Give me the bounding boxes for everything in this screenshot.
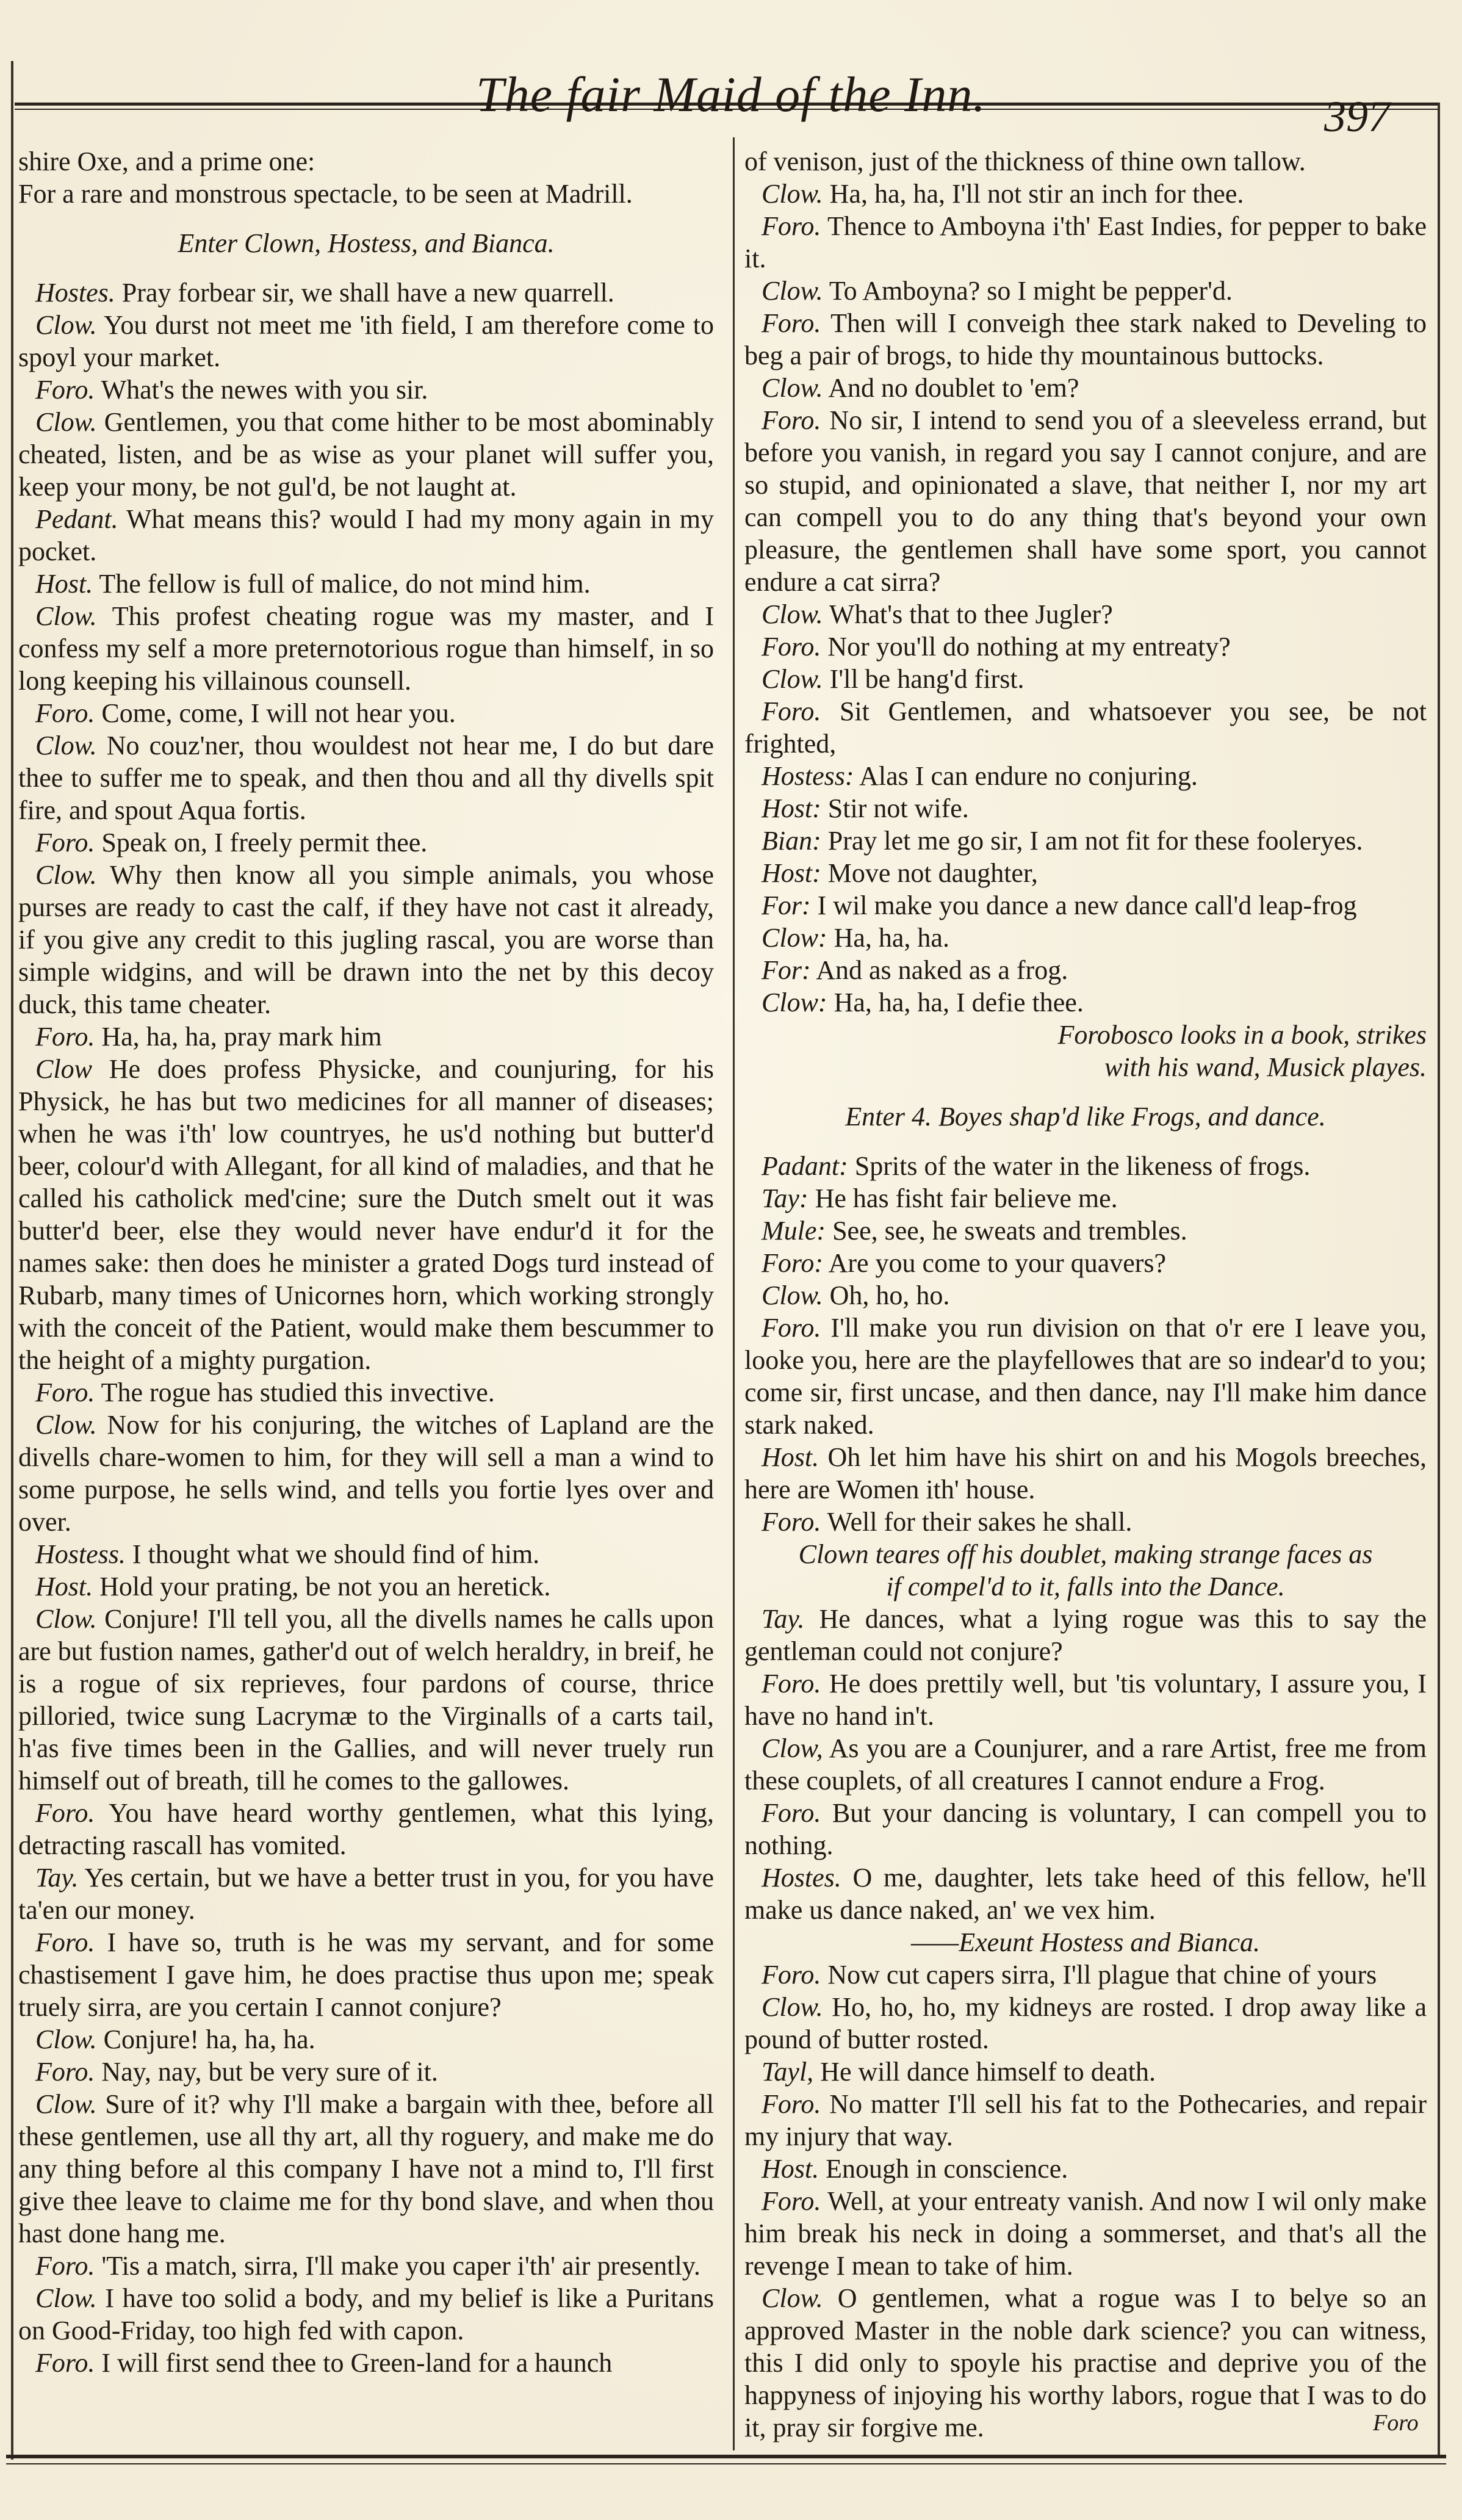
speech xyxy=(18,697,714,729)
speaker-name: Foro. xyxy=(35,1022,95,1052)
speech xyxy=(744,889,1427,922)
speaker-name: Foro. xyxy=(762,1669,821,1699)
speaker-name: Bian: xyxy=(762,826,821,856)
speaker-name: Foro. xyxy=(762,1507,821,1537)
speech-text: Alas I can endure no conjuring. xyxy=(854,761,1198,791)
speech xyxy=(744,307,1427,372)
speaker-name: Clow, xyxy=(762,1733,823,1763)
speech-text: You have heard worthy gentlemen, what this lying, detracting rascall has vomited. xyxy=(18,1798,714,1860)
speech xyxy=(744,792,1427,825)
speech-text: Sprits of the water in the likeness of frogs. xyxy=(848,1151,1311,1181)
verse-line: shire Oxe, and a prime one: xyxy=(18,146,315,176)
speech xyxy=(18,2250,714,2282)
speech-text: Stir not wife. xyxy=(821,793,969,823)
speech-text: Why then know all you simple animals, you whose purses are ready to cast the calf, if they have not cast it already, if you give any credit to this jugling rascal, you are worse than simple widgins, and will be drawn into the net by this decoy duck, this tame cheater. xyxy=(18,860,714,1019)
speech xyxy=(744,695,1427,760)
speech xyxy=(744,2088,1427,2153)
speech xyxy=(744,2056,1427,2088)
speech-text: The fellow is full of malice, do not mind him. xyxy=(93,569,591,599)
speech-text: Are you come to your quavers? xyxy=(823,1248,1167,1278)
speaker-name: Foro. xyxy=(35,698,95,728)
speech xyxy=(744,1247,1427,1279)
speech xyxy=(18,374,714,406)
speech-text: I thought what we should find of him. xyxy=(125,1539,540,1569)
speech xyxy=(18,1861,714,1926)
speech xyxy=(18,1053,714,1376)
speaker-name: Foro. xyxy=(35,1377,95,1407)
speech-text: See, see, he sweats and trembles. xyxy=(826,1216,1187,1246)
speaker-name: Foro. xyxy=(762,632,821,662)
speech xyxy=(18,568,714,600)
speech-text: I'll be hang'd first. xyxy=(823,664,1024,694)
speech-text: He does profess Physicke, and counjuring, for his Physick, he has but two medicines for all manner of diseases; when he was i'th' low countryes, he us'd nothing but butter'd beer, colour'd with Allegant, for all kind of maladies, and that he called his catholick med'cine; sure the Dutch smelt out it was butter'd beer, else they would never have endur'd it for the names sake: then does he minister a grated Dogs turd instead of Rubarb, many times of Unicornes horn, which working strongly with the conceit of the Patient, would make them bescummer to the height of a mighty purgation. xyxy=(18,1054,714,1375)
speech-text: To Amboyna? so I might be pepper'd. xyxy=(823,276,1233,306)
speaker-name: Tayl, xyxy=(762,2057,814,2087)
speech-text: Speak on, I freely permit thee. xyxy=(95,828,428,857)
speech-text: Ha, ha, ha, pray mark him xyxy=(95,1022,382,1052)
speaker-name: Foro. xyxy=(762,1313,821,1343)
speech xyxy=(744,986,1427,1019)
speaker-name: Clow. xyxy=(35,407,97,437)
speech-text: But your dancing is voluntary, I can compell you to nothing. xyxy=(744,1798,1427,1860)
speaker-name: Hostes. xyxy=(35,278,115,308)
speech xyxy=(744,2185,1427,2282)
speech-text: Well for their sakes he shall. xyxy=(821,1507,1133,1537)
speech xyxy=(744,1732,1427,1797)
speech xyxy=(744,598,1427,630)
speaker-name: Foro. xyxy=(35,828,95,857)
speech xyxy=(744,1279,1427,1312)
speech-text: Sit Gentlemen, and whatsoever you see, be not frighted, xyxy=(744,696,1427,759)
speech-text: Oh let him have his shirt on and his Mogols breeches, here are Women ith' house. xyxy=(744,1442,1427,1504)
speech xyxy=(18,309,714,374)
speaker-name: Hostess. xyxy=(35,1539,126,1569)
speech-text: Then will I conveigh thee stark naked to Develing to beg a pair of brogs, to hide thy mountainous buttocks. xyxy=(744,308,1427,370)
speaker-name: Foro. xyxy=(762,1798,821,1828)
speech-text: No sir, I intend to send you of a sleeveless errand, but before you vanish, in regard you say I cannot conjure, and are so stupid, and opinionated a slave, that neither I, nor my art can compell you to do any thing that's beyond your own pleasure, the gentlemen shall have some sport, you cannot endure a cat sirra? xyxy=(744,405,1427,597)
speech xyxy=(18,2023,714,2056)
speech xyxy=(744,1991,1427,2056)
speech-text: Ho, ho, ho, my kidneys are rosted. I drop away like a pound of butter rosted. xyxy=(744,1992,1427,2054)
speech xyxy=(744,1312,1427,1441)
speech xyxy=(744,210,1427,275)
speech xyxy=(18,503,714,568)
speaker-name: Clow. xyxy=(35,601,97,631)
speech xyxy=(744,760,1427,792)
speaker-name: Foro: xyxy=(762,1248,824,1278)
speech xyxy=(18,2088,714,2250)
stage-direction: Clown teares off his doublet, making strange faces as xyxy=(798,1539,1373,1569)
speech-text: Ha, ha, ha, I'll not stir an inch for thee. xyxy=(823,179,1244,209)
speech xyxy=(744,372,1427,404)
speech-text: Sure of it? why I'll make a bargain with thee, before all these gentlemen, use all thy art, all thy roguery, and make me do any thing before al this company I have not a mind to, I'll first give thee leave to claime me for thy bond slave, and when thou hast done hang me. xyxy=(18,2089,714,2248)
speaker-name: Clow: xyxy=(762,923,827,953)
verse-line: For a rare and monstrous spectacle, to be seen at Madrill. xyxy=(18,179,633,209)
speech xyxy=(18,600,714,697)
speaker-name: Clow. xyxy=(762,664,823,694)
speech xyxy=(18,2347,714,2379)
speech-text: Oh, ho, ho. xyxy=(823,1280,950,1310)
page-rule-right xyxy=(1438,103,1440,2458)
speaker-name: Clow. xyxy=(35,2089,97,2119)
speech-text: I'll make you run division on that o'r ere I leave you, looke you, here are the playfellowes that are so indear'd to you; come sir, first uncase, and then dance, nay I'll make him dance stark naked. xyxy=(744,1313,1427,1440)
speaker-name: Clow: xyxy=(762,987,827,1017)
speech xyxy=(18,1603,714,1797)
speech xyxy=(18,1020,714,1053)
stage-direction: Enter 4. Boyes shap'd like Frogs, and dance. xyxy=(845,1102,1326,1132)
speech-text: Gentlemen, you that come hither to be most abominably cheated, listen, and be as wise as your planet will suffer you, keep your mony, be not gul'd, be not laught at. xyxy=(18,407,714,502)
speech-text: He does prettily well, but 'tis voluntary, I assure you, I have no hand in't. xyxy=(744,1669,1427,1731)
speech-text: He dances, what a lying rogue was this to say the gentleman could not conjure? xyxy=(744,1604,1427,1666)
stage-direction: Forobosco looks in a book, strikes xyxy=(1057,1020,1427,1050)
speaker-name: Clow. xyxy=(35,2283,97,2313)
speaker-name: Pedant. xyxy=(35,504,118,534)
speaker-name: Clow. xyxy=(762,1992,823,2022)
speech xyxy=(18,826,714,859)
speech xyxy=(744,1861,1427,1926)
speech-text: Thence to Amboyna i'th' East Indies, for pepper to bake it. xyxy=(744,211,1427,273)
speaker-name: Clow. xyxy=(35,731,97,760)
speech xyxy=(18,2282,714,2347)
speech xyxy=(18,2056,714,2088)
speech-text: Now cut capers sirra, I'll plague that chine of yours xyxy=(821,1960,1377,1990)
speech xyxy=(18,1376,714,1409)
speaker-name: Foro. xyxy=(35,1798,95,1828)
speech-text: No matter I'll sell his fat to the Pothecaries, and repair my injury that way. xyxy=(744,2089,1427,2151)
speech-text: This profest cheating rogue was my master, and I confess my self a more preternotorious rogue than himself, in so long keeping his villainous counsell. xyxy=(18,601,714,696)
speaker-name: Host: xyxy=(762,858,821,888)
speech-text: 'Tis a match, sirra, I'll make you caper i'th' air presently. xyxy=(95,2251,700,2281)
speech-text: Come, come, I will not hear you. xyxy=(95,698,456,728)
speech-text: And no doublet to 'em? xyxy=(823,373,1079,403)
speaker-name: Foro. xyxy=(762,211,821,241)
speech xyxy=(744,1182,1427,1215)
speech xyxy=(744,178,1427,210)
speech-text: The rogue has studied this invective. xyxy=(95,1377,495,1407)
speech xyxy=(18,406,714,503)
speaker-name: Clow xyxy=(35,1054,92,1084)
speech xyxy=(744,954,1427,986)
speaker-name: Clow. xyxy=(762,276,823,306)
speaker-name: Foro. xyxy=(35,2251,95,2281)
speaker-name: Host. xyxy=(35,569,93,599)
speaker-name: Foro. xyxy=(762,308,821,338)
speech xyxy=(744,663,1427,695)
speech xyxy=(744,1150,1427,1182)
speech-text: I have too solid a body, and my belief is like a Puritans on Good-Friday, too high fed with capon. xyxy=(18,2283,714,2345)
speaker-name: Clow. xyxy=(35,1410,97,1440)
speaker-name: Foro. xyxy=(35,2057,95,2087)
speaker-name: Clow. xyxy=(35,2024,97,2054)
page-number: 397 xyxy=(1324,92,1390,141)
speaker-name: Clow. xyxy=(762,599,823,629)
speaker-name: Hostess: xyxy=(762,761,854,791)
speech-text: What means this? would I had my mony again in my pocket. xyxy=(18,504,714,566)
speaker-name: Clow. xyxy=(762,2283,823,2313)
speech xyxy=(18,859,714,1020)
speech xyxy=(744,1959,1427,1991)
speech-text: Hold your prating, be not you an heretick. xyxy=(93,1572,551,1601)
speech-text: He will dance himself to death. xyxy=(813,2057,1156,2087)
left-column xyxy=(18,145,714,2379)
stage-direction: ——Exeunt Hostess and Bianca. xyxy=(911,1927,1260,1957)
speech-text: Ha, ha, ha, I defie thee. xyxy=(827,987,1084,1017)
speaker-name: Clow. xyxy=(35,310,97,340)
speaker-name: Foro. xyxy=(35,1927,95,1957)
speech-text: I have so, truth is he was my servant, and for some chastisement I gave him, he does practise thus upon me; speak truely sirra, are you certain I cannot conjure? xyxy=(18,1927,714,2022)
speech-text: Conjure! ha, ha, ha. xyxy=(96,2024,315,2054)
speech-text: Pray let me go sir, I am not fit for these fooleryes. xyxy=(821,826,1363,856)
speaker-name: For: xyxy=(762,955,811,985)
speaker-name: Host. xyxy=(35,1572,93,1601)
speaker-name: Foro. xyxy=(762,2186,821,2216)
speech-text: Well, at your entreaty vanish. And now I wil only make him break his neck in doing a sommerset, and that's all the revenge I mean to take of him. xyxy=(744,2186,1427,2281)
speech-text: You durst not meet me 'ith field, I am therefore come to spoyl your market. xyxy=(18,310,714,372)
speech-text: I wil make you dance a new dance call'd leap-frog xyxy=(810,890,1357,920)
speech xyxy=(744,922,1427,954)
column-divider xyxy=(733,137,735,2450)
speaker-name: Clow. xyxy=(762,179,823,209)
speech-text: Ha, ha, ha. xyxy=(827,923,949,953)
speaker-name: Foro. xyxy=(762,2089,821,2119)
speaker-name: Host. xyxy=(762,2154,819,2184)
speech xyxy=(18,1538,714,1570)
speaker-name: Padant: xyxy=(762,1151,848,1181)
speech-text: He has fisht fair believe me. xyxy=(808,1183,1118,1213)
speech-text: No couz'ner, thou wouldest not hear me, I do but dare thee to suffer me to speak, and then thou and all thy divells spit fire, and spout Aqua fortis. xyxy=(18,731,714,825)
speech xyxy=(18,1409,714,1538)
speaker-name: Tay. xyxy=(35,1863,79,1893)
speaker-name: Clow. xyxy=(35,1604,97,1634)
speech-text: O me, daughter, lets take heed of this fellow, he'll make us dance naked, an' we vex him. xyxy=(744,1863,1427,1925)
speaker-name: Foro. xyxy=(762,405,821,435)
speech xyxy=(744,2282,1427,2444)
speech xyxy=(18,1570,714,1603)
speech xyxy=(744,630,1427,663)
speech xyxy=(18,729,714,826)
stage-direction: with his wand, Musick playes. xyxy=(1104,1052,1427,1082)
running-title: The fair Maid of the Inn. xyxy=(476,67,986,122)
speech xyxy=(744,1506,1427,1538)
speech xyxy=(744,1441,1427,1506)
speech xyxy=(744,825,1427,857)
speaker-name: Clow. xyxy=(35,860,97,890)
speaker-name: Hostes. xyxy=(762,1863,841,1893)
speaker-name: Tay: xyxy=(762,1183,808,1213)
speaker-name: Foro. xyxy=(35,375,95,405)
speech xyxy=(744,2153,1427,2185)
speaker-name: Mule: xyxy=(762,1216,826,1246)
footer-rule-thin xyxy=(6,2463,1446,2464)
speaker-name: Clow. xyxy=(762,373,823,403)
speech xyxy=(744,275,1427,307)
speech-text: Conjure! I'll tell you, all the divells names he calls upon are but fustion names, gather'd out of welch heraldry, in breif, he is a rogue of six reprieves, four pardons of course, thrice pilloried, twice sung Lacrymæ to the Virginalls of a carts tail, h'as five times been in the Gallies, and will never truely run himself out of breath, till he comes to the gallowes. xyxy=(18,1604,714,1796)
stage-direction: Enter Clown, Hostess, and Bianca. xyxy=(178,228,555,258)
speech xyxy=(744,1797,1427,1861)
speech xyxy=(18,276,714,309)
speaker-name: Host: xyxy=(762,793,821,823)
speech-text: Now for his conjuring, the witches of Lapland are the divells chare-women to him, for they will sell a man a wind to some purpose, he sells wind, and tells you fortie lyes over and over. xyxy=(18,1410,714,1537)
speech-text: Nor you'll do nothing at my entreaty? xyxy=(821,632,1231,662)
right-column xyxy=(744,145,1427,2444)
speech-text: Nay, nay, but be very sure of it. xyxy=(95,2057,438,2087)
speaker-name: Clow. xyxy=(762,1280,823,1310)
speech-text: Yes certain, but we have a better trust in you, for you have ta'en our money. xyxy=(18,1863,714,1925)
speech-text: Enough in conscience. xyxy=(819,2154,1068,2184)
speech xyxy=(18,1926,714,2023)
speaker-name: Foro. xyxy=(762,696,821,726)
stage-direction: if compel'd to it, falls into the Dance. xyxy=(886,1572,1285,1601)
speech-text: Pray forbear sir, we shall have a new quarrell. xyxy=(115,278,614,308)
speech xyxy=(744,1603,1427,1667)
speaker-name: Foro. xyxy=(762,1960,821,1990)
speech-text: Move not daughter, xyxy=(821,858,1038,888)
speech-text: As you are a Counjurer, and a rare Artist, free me from these couplets, of all creatures I cannot endure a Frog. xyxy=(744,1733,1427,1796)
speech xyxy=(744,404,1427,598)
speech-text: What's that to thee Jugler? xyxy=(823,599,1113,629)
verse-line: of venison, just of the thickness of thine own tallow. xyxy=(744,146,1306,176)
catchword: Foro xyxy=(1373,2410,1419,2436)
speech-text: What's the newes with you sir. xyxy=(95,375,428,405)
speaker-name: Foro. xyxy=(35,2348,95,2378)
speaker-name: For: xyxy=(762,890,811,920)
speech xyxy=(744,1667,1427,1732)
speech xyxy=(744,857,1427,889)
speech-text: O gentlemen, what a rogue was I to belye so an approved Master in the noble dark science? you can witness, this I did only to spoyle his practise and deprive you of the happyness of injoying his worthy labors, rogue that I was to do it, pray sir forgive me. xyxy=(744,2283,1427,2442)
speech-text: I will first send thee to Green-land for a haunch xyxy=(95,2348,613,2378)
speaker-name: Host. xyxy=(762,1442,819,1472)
speaker-name: Tay. xyxy=(762,1604,805,1634)
speech xyxy=(18,1797,714,1861)
footer-rule xyxy=(6,2455,1446,2458)
speech-text: And as naked as a frog. xyxy=(810,955,1068,985)
page-rule-left xyxy=(11,61,13,2460)
speech xyxy=(744,1215,1427,1247)
